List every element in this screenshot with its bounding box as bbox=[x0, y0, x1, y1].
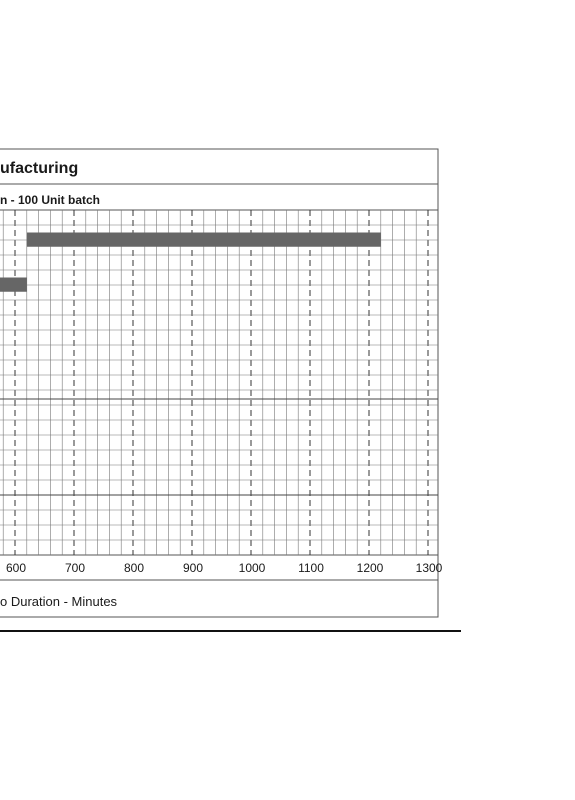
task-bar-2 bbox=[0, 278, 27, 292]
x-tick-label: 900 bbox=[182, 561, 204, 575]
x-tick-label: 1000 bbox=[238, 561, 266, 575]
x-tick-label: 1300 bbox=[415, 561, 443, 575]
chart-subtitle: n - 100 Unit batch bbox=[0, 193, 101, 207]
x-tick-label: 800 bbox=[123, 561, 145, 575]
chart-title: ufacturing bbox=[0, 160, 79, 177]
chart-frame bbox=[0, 149, 438, 617]
x-tick-label: 1200 bbox=[356, 561, 384, 575]
x-tick-label: 700 bbox=[64, 561, 86, 575]
task-bar-1 bbox=[27, 233, 381, 247]
x-axis-label: o Duration - Minutes bbox=[0, 594, 118, 609]
x-tick-label: 1100 bbox=[298, 561, 324, 575]
x-tick-label: 600 bbox=[5, 561, 27, 575]
